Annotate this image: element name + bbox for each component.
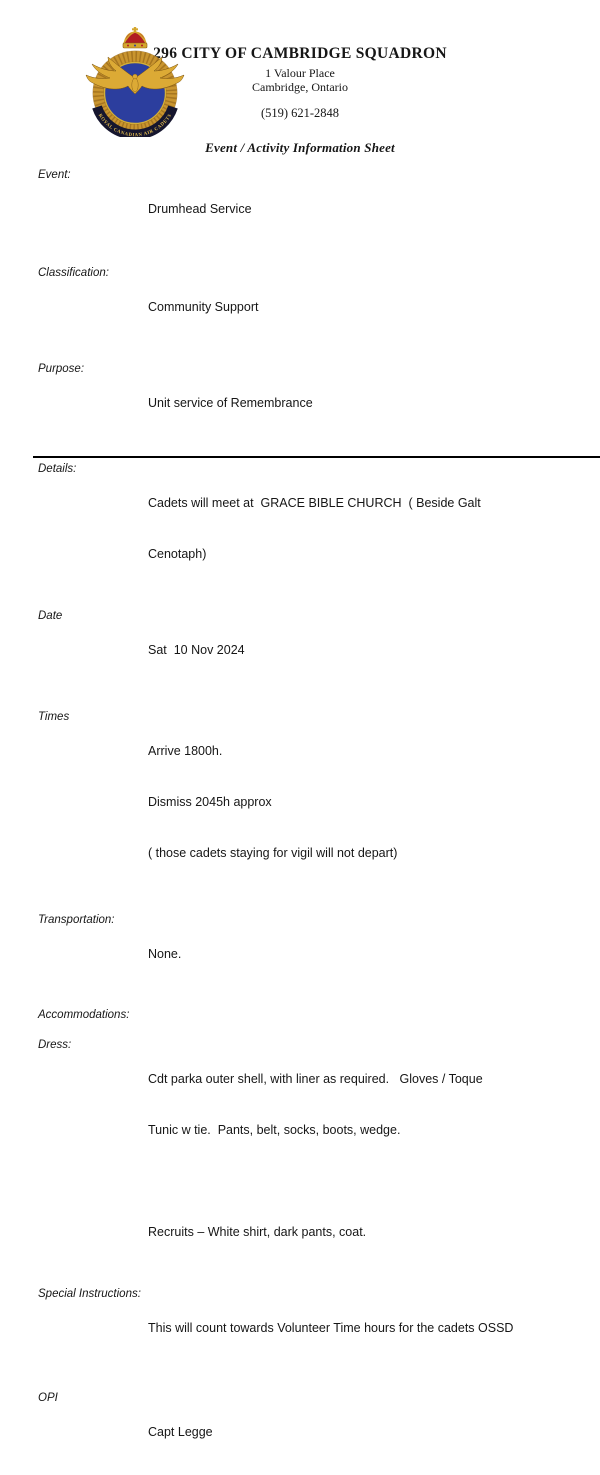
field-row-accommodations (0, 1007, 600, 1022)
field-row-transportation (0, 912, 600, 997)
field-row-details (0, 461, 600, 597)
org-name: 296 CITY OF CAMBRIDGE SQUADRON (153, 45, 447, 62)
field-row-purpose (0, 361, 600, 446)
royal-canadian-air-cadets-crest-icon (84, 27, 187, 137)
crest-ribbon-text: ROYAL CANADIAN AIR CADETS (96, 113, 174, 137)
field-value: Capt Legge (148, 1425, 213, 1439)
field-value (148, 1007, 572, 1022)
crown-icon (123, 27, 147, 48)
field-label: Dress: (38, 1039, 72, 1051)
field-label: Details: (38, 463, 77, 475)
field-label: Purpose: (38, 363, 85, 375)
field-row-dress (0, 1037, 600, 1275)
field-row-special-instructions (0, 1286, 600, 1371)
field-label: Special Instructions: (38, 1288, 141, 1300)
field-label: OPI (38, 1392, 58, 1404)
field-value: Arrive 1800h. Dismiss 2045h approx ( those cadets staying for vigil will not depart) (148, 744, 398, 860)
field-label: Accommodations: (38, 1009, 130, 1021)
field-value: Sat 10 Nov 2024 (148, 643, 245, 657)
field-value: Cdt parka outer shell, with liner as required. Gloves / Toque Tunic w tie. Pants, belt, socks, boots, wedge. Recruits – White shirt, dark pants, coat. (148, 1072, 483, 1239)
field-label: Times (38, 711, 70, 723)
section-divider (33, 456, 600, 458)
field-label: Event: (38, 169, 71, 181)
field-value: Unit service of Remembrance (148, 396, 313, 410)
field-value: Cadets will meet at GRACE BIBLE CHURCH ( Beside Galt Cenotaph) (148, 496, 481, 561)
address-line-1: 1 Valour Place (265, 66, 335, 80)
address-line-2: Cambridge, Ontario (252, 80, 348, 94)
document-title: Event / Activity Information Sheet (205, 140, 395, 155)
field-value: None. (148, 947, 182, 961)
field-row-event (0, 167, 600, 252)
field-row-times (0, 709, 600, 896)
field-row-date (0, 608, 600, 693)
field-label: Transportation: (38, 914, 115, 926)
squadron-crest (84, 27, 187, 137)
field-value: Drumhead Service (148, 202, 252, 216)
field-value: Community Support (148, 300, 259, 314)
field-row-classification (0, 265, 600, 350)
field-value: This will count towards Volunteer Time hours for the cadets OSSD (148, 1321, 514, 1335)
field-label: Classification: (38, 267, 109, 279)
field-row-opi (0, 1390, 600, 1475)
phone-number: (519) 621-2848 (260, 106, 340, 120)
field-label: Date (38, 610, 63, 622)
fields-list (0, 167, 600, 1475)
